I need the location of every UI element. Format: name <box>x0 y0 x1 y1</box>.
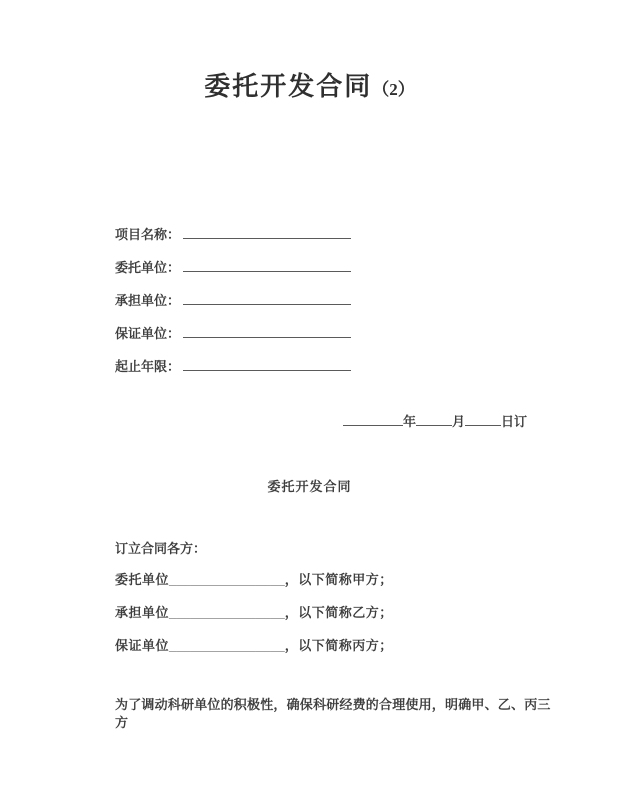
party-lines <box>115 569 393 668</box>
field-row-entrusting-unit <box>115 257 351 275</box>
party-label: 委托单位 <box>115 572 170 587</box>
field-row-undertaking-unit <box>115 290 351 308</box>
party-desc: ，以下简称乙方； <box>284 605 393 620</box>
field-blank-line <box>183 358 351 371</box>
date-day-label: 日订 <box>500 414 527 429</box>
party-blank: ________________ <box>169 638 285 653</box>
party-blank: ________________ <box>169 605 285 620</box>
field-row-project-name <box>115 224 351 242</box>
field-blank-line <box>183 292 351 305</box>
party-label: 保证单位 <box>115 638 170 653</box>
party-desc: ，以下简称甲方； <box>284 572 393 587</box>
page-title-main: 委托开发合同 <box>204 72 373 101</box>
field-blank-line <box>183 259 351 272</box>
party-row-a <box>115 569 393 587</box>
closing-paragraph: 为了调动科研单位的积极性，确保科研经费的合理使用，明确甲、乙、丙三方 <box>115 697 551 730</box>
date-line <box>343 411 527 430</box>
page-title <box>0 66 619 103</box>
field-label: 承担单位： <box>115 293 181 308</box>
date-month-blank <box>416 413 452 426</box>
body-intro: 订立合同各方： <box>115 541 207 556</box>
field-label: 委托单位： <box>115 260 181 275</box>
contract-subtitle: 委托开发合同 <box>267 479 352 494</box>
page-title-suffix: （2） <box>372 80 415 99</box>
header-fields <box>115 224 351 389</box>
date-year-blank <box>343 413 403 426</box>
field-label: 起止年限： <box>115 359 181 374</box>
date-month-label: 月 <box>451 414 465 429</box>
field-blank-line <box>183 226 351 239</box>
field-label: 保证单位： <box>115 326 181 341</box>
party-desc: ，以下简称丙方； <box>284 638 393 653</box>
date-year-label: 年 <box>402 414 416 429</box>
field-row-guarantor-unit <box>115 323 351 341</box>
field-row-duration <box>115 356 351 374</box>
party-blank: ________________ <box>169 572 285 587</box>
field-label: 项目名称： <box>115 227 181 242</box>
party-row-c <box>115 635 393 653</box>
party-row-b <box>115 602 393 620</box>
field-blank-line <box>183 325 351 338</box>
party-label: 承担单位 <box>115 605 170 620</box>
date-day-blank <box>465 413 501 426</box>
